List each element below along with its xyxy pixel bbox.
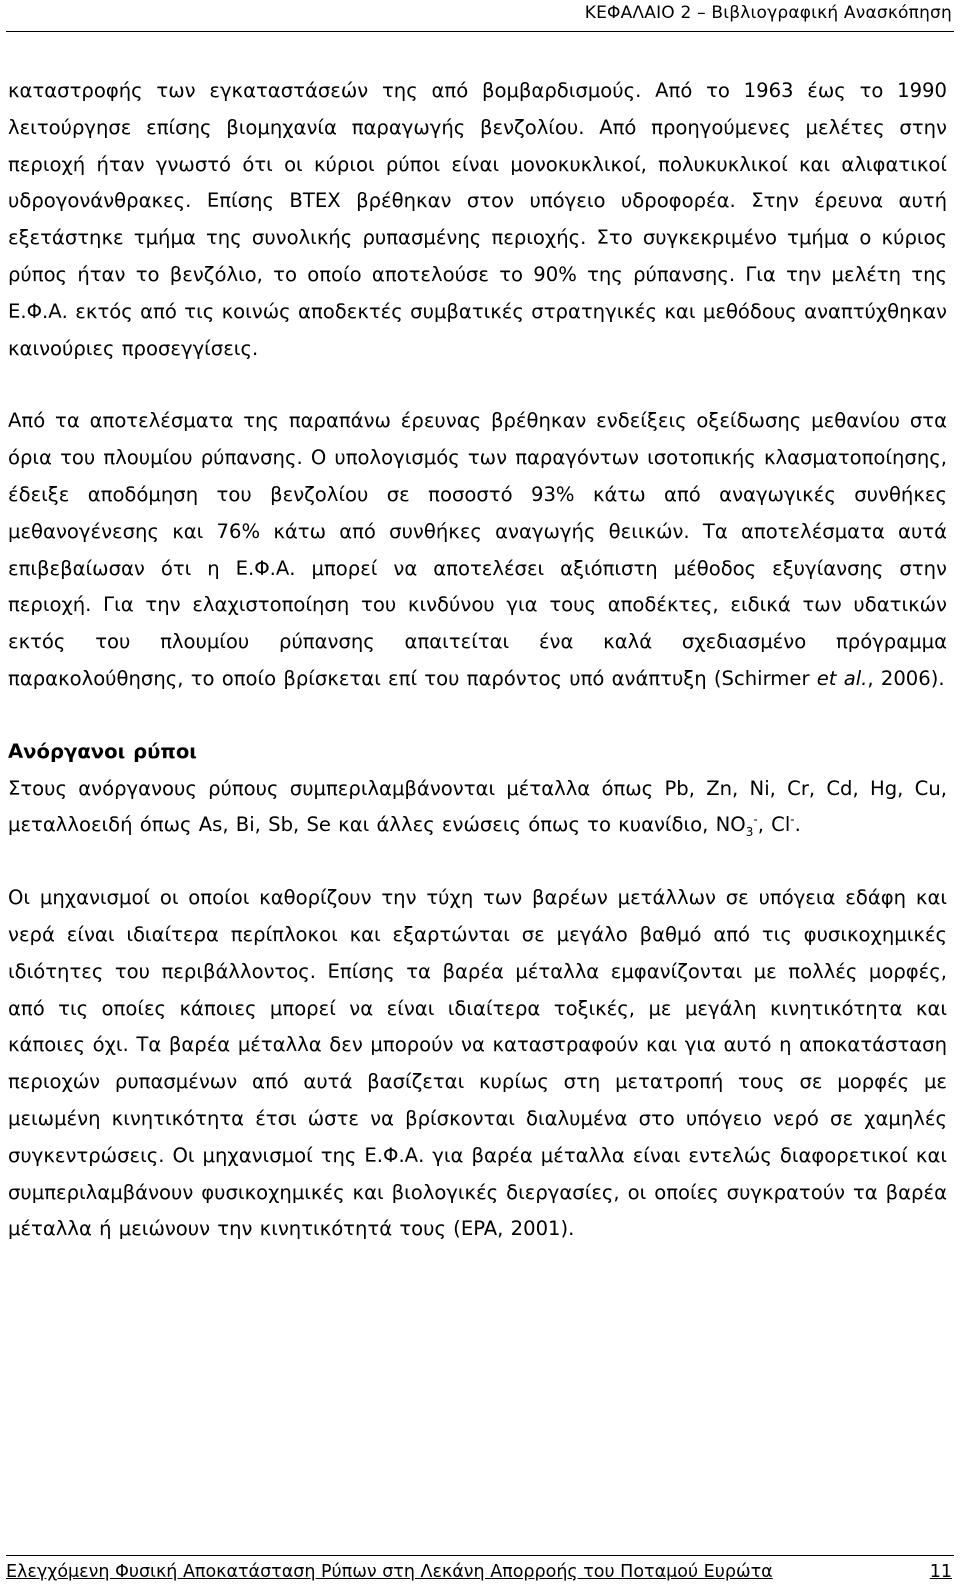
- nitrate-charge: -: [753, 812, 758, 827]
- section-heading-inorganic: Ανόργανοι ρύποι: [8, 739, 197, 763]
- document-body: [8, 73, 947, 1248]
- citation-et-al: et al.: [816, 666, 868, 690]
- paragraph-1: καταστροφής των εγκαταστάσεών της από βομβαρδισμούς. Από το 1963 έως το 1990 λειτούργησε επίσης βιομηχανία παραγωγής βενζολίου. Από προηγούμενες μελέτες στην περιοχή ήταν γνωστό ότι οι κύριοι ρύποι είναι μονοκυκλικοί, πολυκυκλικοί και αλιφατικοί υδρογονάνθρακες. Επίσης BTEX βρέθηκαν στον υπόγειο υδροφορέα. Στην έρευνα αυτή εξετάστηκε τμήμα της συνολικής ρυπασμένης περιοχής. Στο συγκεκριμένο τμήμα ο κύριος ρύπος ήταν το βενζόλιο, το οποίο αποτελούσε το 90% της ρύπανσης. Για την μελέτη της Ε.Φ.Α. εκτός από τις κοινώς αποδεκτές συμβατικές στρατηγικές και μεθόδους αναπτύχθηκαν καινούριες προσεγγίσεις.: [8, 79, 947, 360]
- page-footer: [0, 1555, 960, 1589]
- page-number: 11: [929, 1562, 952, 1582]
- header-divider: [6, 31, 954, 32]
- paragraph-3-end: .: [794, 813, 801, 837]
- chapter-title: ΚΕΦΑΛΑΙΟ 2 – Βιβλιογραφική Ανασκόπηση: [584, 3, 952, 23]
- paragraph-2: [8, 403, 947, 697]
- paragraph-2-end: , 2006).: [867, 666, 945, 690]
- paragraph-3-chloride: , Cl: [757, 813, 791, 837]
- paragraph-4: Οι μηχανισμοί οι οποίοι καθορίζουν την τύχη των βαρέων μετάλλων σε υπόγεια εδάφη και νερά είναι ιδιαίτερα περίπλοκοι και εξαρτώνται σε μεγάλο βαθμό από τις φυσικοχημικές ιδιότητες του περιβάλλοντος. Επίσης τα βαρέα μέταλλα εμφανίζονται με πολλές μορφές, από τις οποίες κάποιες μπορεί να είναι ιδιαίτερα τοξικές, με μεγάλη κινητικότητα και κάποιες όχι. Τα βαρέα μέταλλα δεν μπορούν να καταστραφούν και για αυτό η αποκατάσταση περιοχών ρυπασμένων από αυτά βασίζεται κυρίως στη μετατροπή τους σε μορφές με μειωμένη κινητικότητα έτσι ώστε να βρίσκονται διαλυμένα στο υπόγειο νερό σε χαμηλές συγκεντρώσεις. Οι μηχανισμοί της Ε.Φ.Α. για βαρέα μέταλλα είναι εντελώς διαφορετικοί και συμπεριλαμβάνουν φυσικοχημικές και βιολογικές διεργασίες, οι οποίες συγκρατούν τα βαρέα μέταλλα ή μειώνουν την κινητικότητά τους (EPA, 2001).: [8, 886, 947, 1241]
- nitrate-subscript: 3: [745, 825, 754, 840]
- document-title: Ελεγχόμενη Φυσική Αποκατάσταση Ρύπων στη Λεκάνη Απορροής του Ποταμού Ευρώτα: [6, 1562, 773, 1582]
- page-header: [0, 0, 960, 38]
- paragraph-3: [8, 771, 947, 845]
- paragraph-3-text: Στους ανόργανους ρύπους συμπεριλαμβάνονται μέταλλα όπως Pb, Zn, Ni, Cr, Cd, Hg, Cu, μεταλλοειδή όπως As, Bi, Sb, Se και άλλες ενώσεις όπως το κυανίδιο, NO: [8, 776, 947, 837]
- chloride-charge: -: [790, 812, 795, 827]
- paragraph-2-text: Από τα αποτελέσματα της παραπάνω έρευνας βρέθηκαν ενδείξεις οξείδωσης μεθανίου στα όρια του πλουμίου ρύπανσης. Ο υπολογισμός των παραγόντων ισοτοπικής κλασματοποίησης, έδειξε αποδόμηση του βενζολίου σε ποσοστό 93% κάτω από αναγωγικές συνθήκες μεθανογένεσης και 76% κάτω από συνθήκες αναγωγής θειικών. Τα αποτελέσματα αυτά επιβεβαίωσαν ότι η Ε.Φ.Α. μπορεί να αποτελέσει αξιόπιστη μέθοδος εξυγίανσης στην περιοχή. Για την ελαχιστοποίηση του κινδύνου για τους αποδέκτες, ειδικά των υδατικών εκτός του πλουμίου ρύπανσης απαιτείται ένα καλά σχεδιασμένο πρόγραμμα παρακολούθησης, το οποίο βρίσκεται επί του παρόντος υπό ανάπτυξη (Schirmer: [8, 409, 947, 690]
- footer-divider: [6, 1555, 954, 1556]
